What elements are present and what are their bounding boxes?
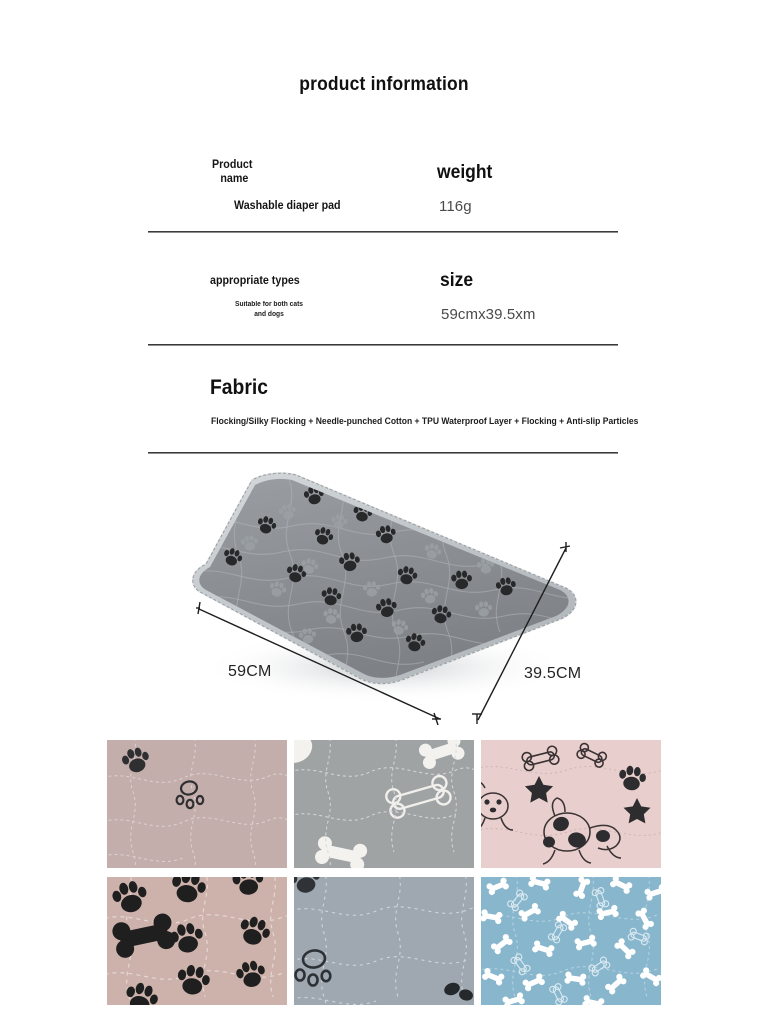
spec-weight-value: 116g — [439, 198, 472, 215]
swatch-light-blue-white-bone[interactable] — [481, 877, 661, 1005]
swatch-gray-white-bone[interactable] — [294, 740, 474, 868]
spec-size-value: 59cmx39.5xm — [441, 306, 536, 323]
spec-divider-2 — [148, 344, 618, 346]
spec-size-label: size — [440, 270, 474, 291]
pattern-swatch-grid — [107, 740, 662, 1005]
swatch-pink-cartoon-dog[interactable] — [481, 740, 661, 868]
product-photo — [0, 462, 768, 740]
spec-row-1-value: Washable diaper pad — [234, 200, 341, 212]
spec-row-2-value: Suitable for both cats and dogs — [235, 301, 303, 318]
spec-divider-3 — [148, 452, 618, 454]
swatch-mauve-paw-print[interactable] — [107, 740, 287, 868]
swatch-blue-gray-outline-paw[interactable] — [294, 877, 474, 1005]
fabric-description: Flocking/Silky Flocking + Needle-punched Cotton + TPU Waterproof Layer + Flocking + Anti-slip Particles — [211, 416, 639, 426]
width-dimension-label: 59CM — [228, 663, 272, 680]
fabric-heading: Fabric — [210, 376, 268, 399]
page-title: product information — [299, 74, 469, 95]
spec-row-2-label: appropriate types — [210, 275, 300, 287]
swatch-beige-big-paw-bone[interactable] — [107, 877, 287, 1005]
spec-weight-label: weight — [437, 162, 493, 183]
spec-divider-1 — [148, 231, 618, 233]
spec-row-1-label: Product name — [212, 159, 253, 185]
height-dimension-label: 39.5CM — [524, 665, 582, 682]
